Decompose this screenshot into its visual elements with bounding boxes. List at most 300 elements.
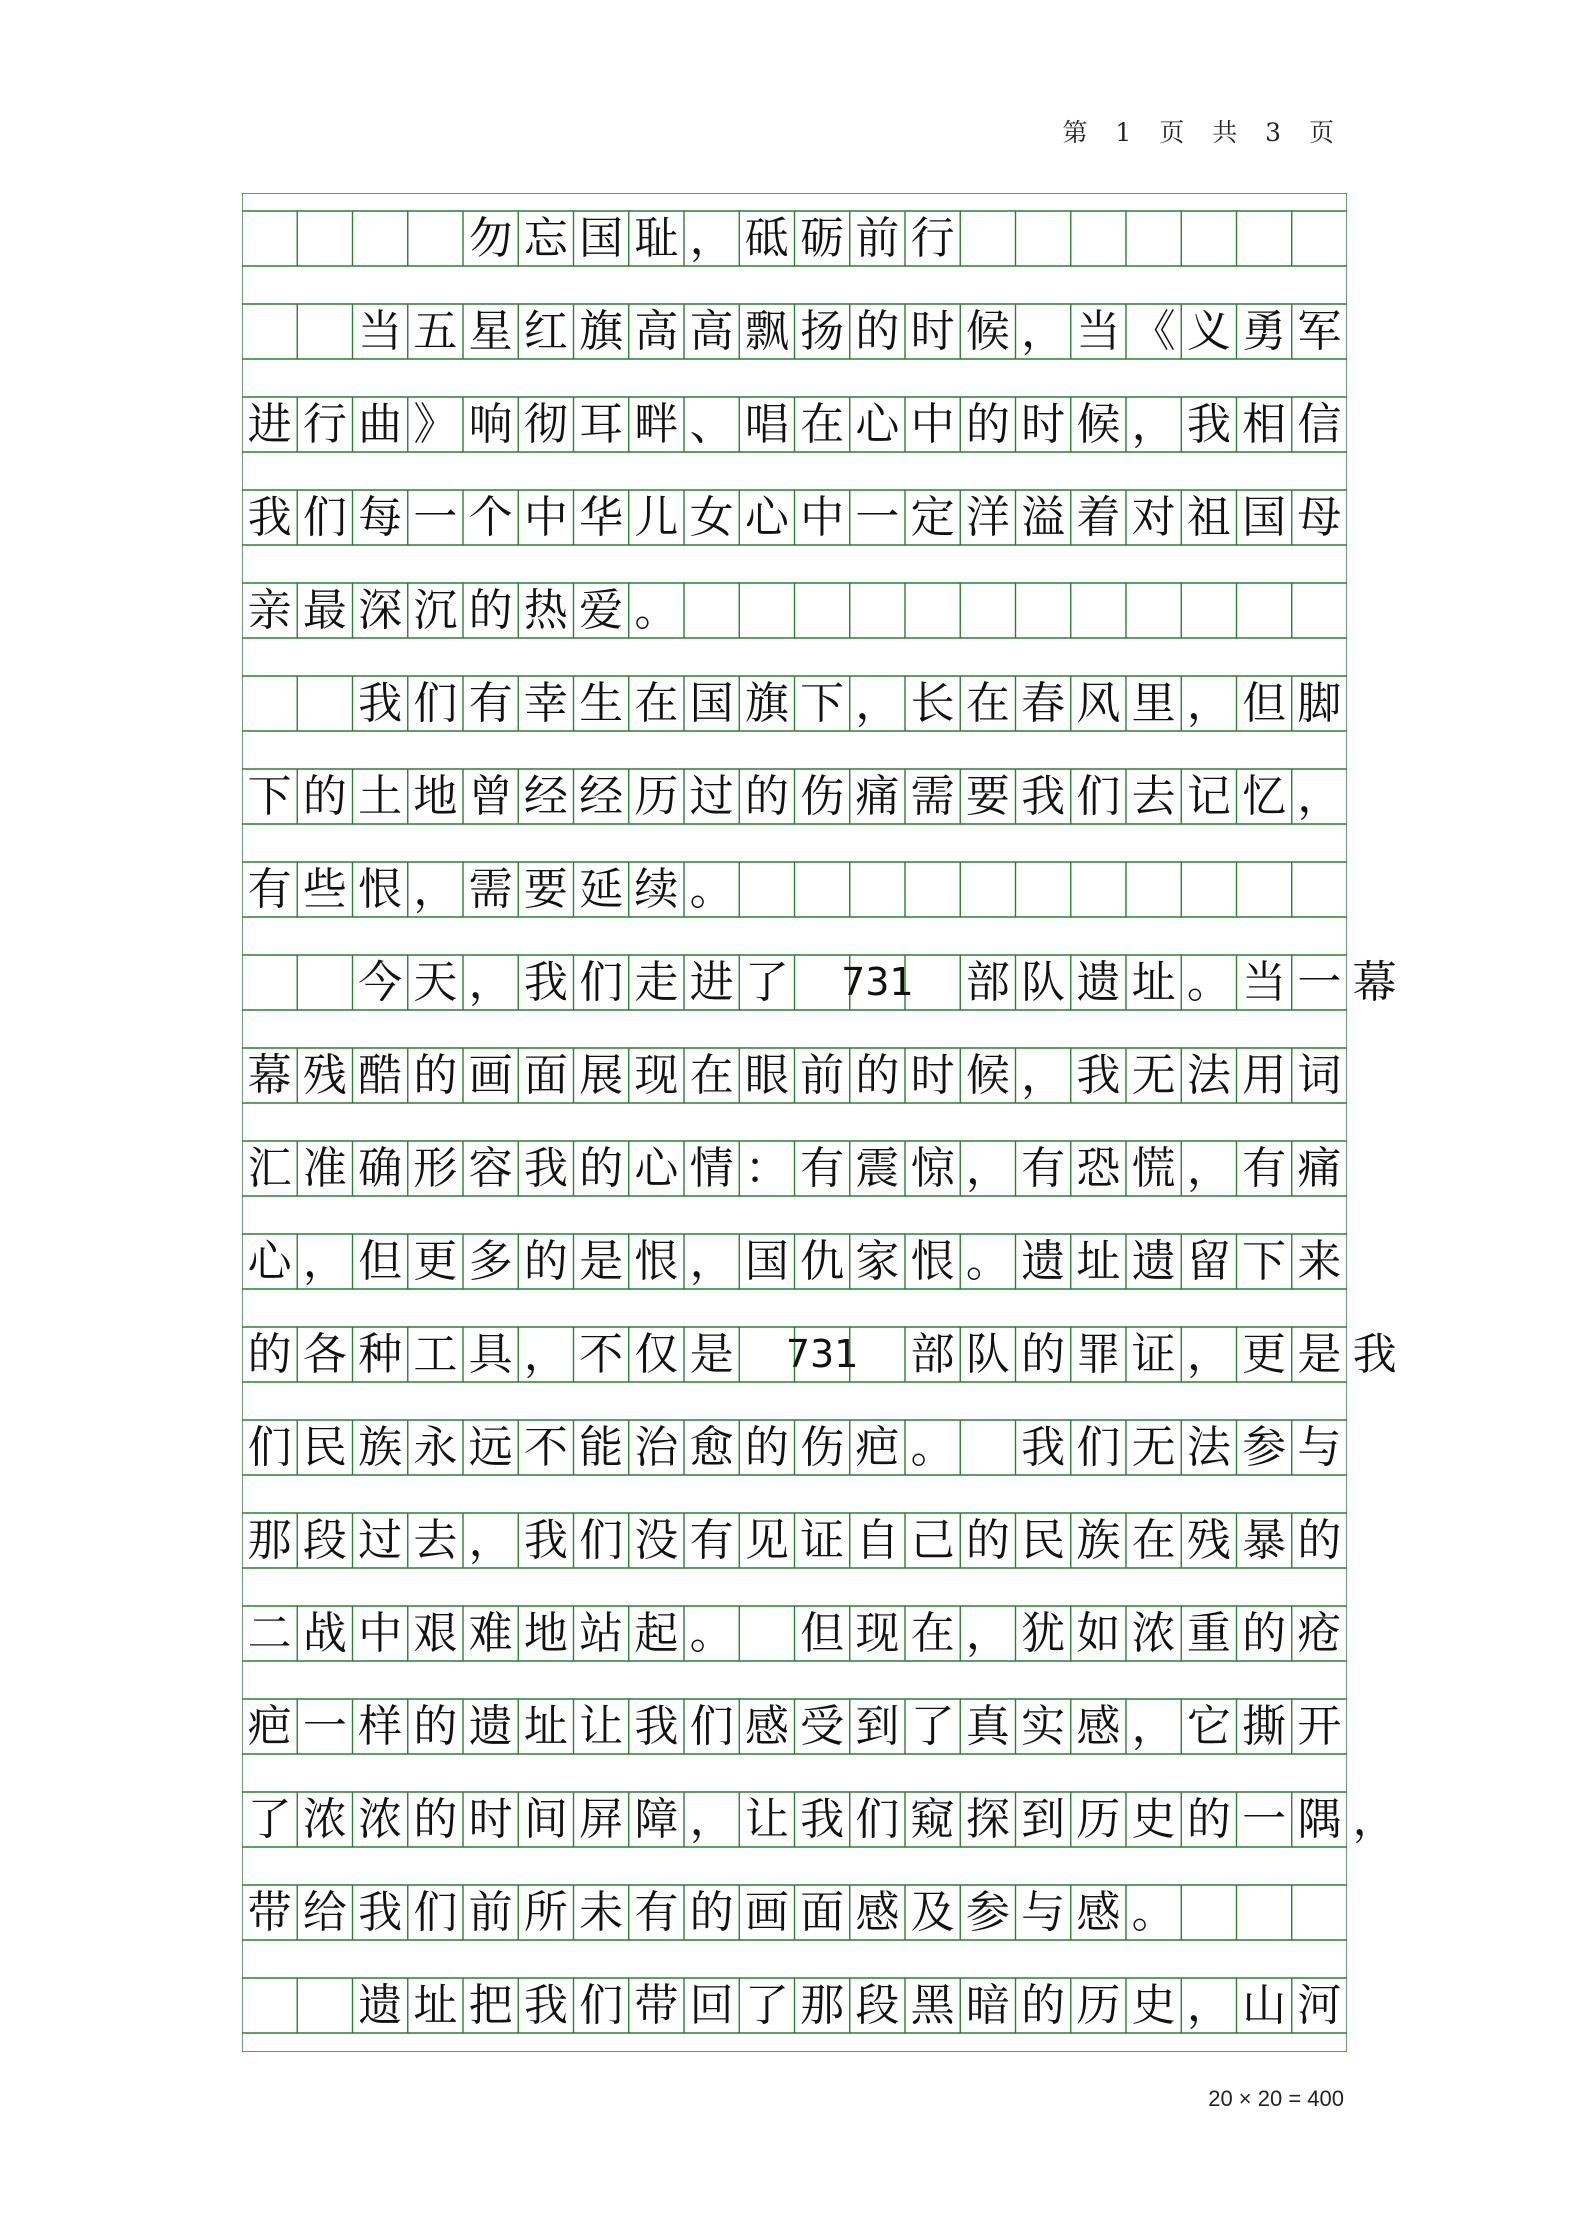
grid-character: 前 (800, 1050, 845, 1101)
grid-character: 是 (579, 1236, 624, 1287)
grid-character: 热 (523, 585, 568, 636)
grid-character: 段 (302, 1515, 347, 1566)
grid-character: 生 (579, 678, 624, 729)
grid-character: ， (1186, 1143, 1231, 1194)
grid-character: 确 (358, 1143, 403, 1194)
grid-character: 当 (1076, 306, 1121, 357)
grid-character: 地 (523, 1608, 568, 1659)
grid-character (242, 211, 297, 266)
grid-character: 展 (579, 1050, 624, 1101)
grid-character: 唱 (744, 399, 789, 450)
grid-character: 。 (689, 864, 734, 915)
grid-character (242, 304, 297, 359)
grid-character: 爱 (579, 585, 624, 636)
grid-character: 中 (910, 399, 955, 450)
grid-character: 勿 (468, 213, 513, 264)
grid-character: 黑 (910, 1980, 955, 2031)
grid-character: 实 (1021, 1701, 1066, 1752)
grid-character: 感 (855, 1887, 900, 1938)
grid-character: 暗 (965, 1980, 1010, 2031)
grid-character (850, 1327, 905, 1382)
grid-character: 。 (1131, 1887, 1176, 1938)
grid-character: 亲 (247, 585, 292, 636)
grid-character: 址 (523, 1701, 568, 1752)
grid-character: 下 (1242, 1236, 1287, 1287)
grid-character: 候 (1076, 399, 1121, 450)
grid-character: 、 (689, 399, 734, 450)
grid-character: 的 (247, 1329, 292, 1380)
grid-character: 幸 (523, 678, 568, 729)
grid-character: 华 (579, 492, 624, 543)
grid-character: 部 (965, 957, 1010, 1008)
grid-character: 到 (855, 1701, 900, 1752)
grid-character: 开 (1297, 1701, 1342, 1752)
manuscript-grid-paper (242, 193, 1397, 2052)
grid-character: 窥 (910, 1794, 955, 1845)
grid-character: 在 (634, 678, 679, 729)
grid-character: 国 (579, 213, 624, 264)
grid-character: 一 (413, 492, 458, 543)
grid-character: 中 (800, 492, 845, 543)
grid-character: ， (523, 1329, 568, 1380)
grid-character: 我 (523, 1980, 568, 2031)
grid-character: 最 (302, 585, 347, 636)
grid-character: 天 (413, 957, 458, 1008)
grid-character: 记 (1186, 771, 1231, 822)
grid-character: 相 (1242, 399, 1287, 450)
grid-character: 在 (1131, 1515, 1176, 1566)
grid-character: 着 (1076, 492, 1121, 543)
grid-character: 撕 (1242, 1701, 1287, 1752)
grid-character: 前 (468, 1887, 513, 1938)
grid-character: 当 (358, 306, 403, 357)
grid-character: 暴 (1242, 1515, 1287, 1566)
grid-character: 飘 (744, 306, 789, 357)
grid-character: 国 (1242, 492, 1287, 543)
grid-character: 史 (1131, 1980, 1176, 2031)
grid-character: 感 (1076, 1887, 1121, 1938)
text-row (242, 1606, 1442, 1661)
grid-character: ， (855, 678, 900, 729)
grid-character (297, 955, 352, 1010)
grid-character (960, 1420, 1015, 1475)
grid-character: 下 (800, 678, 845, 729)
grid-character: 的 (413, 1701, 458, 1752)
grid-character: 们 (413, 1887, 458, 1938)
grid-character: 仇 (800, 1236, 845, 1287)
grid-character: 在 (689, 1050, 734, 1101)
grid-character: 红 (523, 306, 568, 357)
grid-character: 勇 (1242, 306, 1287, 357)
grid-character: 能 (579, 1422, 624, 1473)
grid-character: 样 (358, 1701, 403, 1752)
grid-character: 经 (579, 771, 624, 822)
grid-character: 地 (413, 771, 458, 822)
grid-character: 证 (1131, 1329, 1176, 1380)
grid-character: ， (1021, 1050, 1066, 1101)
grid-character: 高 (689, 306, 734, 357)
text-row (242, 1141, 1442, 1196)
grid-character: 族 (358, 1422, 403, 1473)
grid-character: ， (1186, 1980, 1231, 2031)
text-row (242, 955, 1442, 1010)
grid-character: 过 (689, 771, 734, 822)
grid-character: 今 (358, 957, 403, 1008)
grid-character: 面 (523, 1050, 568, 1101)
text-row (242, 1792, 1442, 1847)
grid-character: 们 (855, 1794, 900, 1845)
grid-character: 远 (468, 1422, 513, 1473)
grid-character: 砥 (744, 213, 789, 264)
grid-character: 民 (302, 1422, 347, 1473)
grid-character: 探 (965, 1794, 1010, 1845)
grid-character: 无 (1131, 1422, 1176, 1473)
grid-character: 罪 (1076, 1329, 1121, 1380)
grid-character: 我 (1021, 771, 1066, 822)
page-number-header: 第 1 页 共 3 页 (1062, 118, 1344, 147)
grid-character: 犹 (1021, 1608, 1066, 1659)
grid-character: 惊 (910, 1143, 955, 1194)
grid-character: 的 (523, 1236, 568, 1287)
grid-character: 面 (800, 1887, 845, 1938)
grid-character: 下 (247, 771, 292, 822)
grid-character: 的 (413, 1794, 458, 1845)
grid-character: 回 (689, 1980, 734, 2031)
grid-character: 及 (910, 1887, 955, 1938)
text-row (242, 304, 1442, 359)
grid-character (297, 211, 352, 266)
grid-character: 我 (1076, 1050, 1121, 1101)
grid-character: 感 (1076, 1701, 1121, 1752)
grid-character: 中 (523, 492, 568, 543)
grid-character: 遗 (358, 1980, 403, 2031)
grid-character: 每 (358, 492, 403, 543)
grid-character: 艰 (413, 1608, 458, 1659)
grid-character: 定 (910, 492, 955, 543)
grid-character: 曲 (358, 399, 403, 450)
grid-character: 留 (1186, 1236, 1231, 1287)
grid-character: 族 (1076, 1515, 1121, 1566)
grid-character: 民 (1021, 1515, 1066, 1566)
grid-character: 己 (910, 1515, 955, 1566)
grid-character: 山 (1242, 1980, 1287, 2031)
grid-character: 恨 (634, 1236, 679, 1287)
text-row (242, 583, 1442, 638)
text-row (242, 1885, 1442, 1940)
text-row (242, 862, 1442, 917)
grid-character: 曾 (468, 771, 513, 822)
grid-character: 心 (634, 1143, 679, 1194)
grid-character: 国 (744, 1236, 789, 1287)
grid-character: 画 (744, 1887, 789, 1938)
grid-character: 的 (1021, 1980, 1066, 2031)
grid-character (242, 676, 297, 731)
grid-character: ， (1186, 678, 1231, 729)
grid-character: 难 (468, 1608, 513, 1659)
grid-character: 感 (744, 1701, 789, 1752)
grid-character: 起 (634, 1608, 679, 1659)
grid-character: 史 (1131, 1794, 1176, 1845)
grid-character: 未 (579, 1887, 624, 1938)
grid-character: 屏 (579, 1794, 624, 1845)
grid-character: 准 (302, 1143, 347, 1194)
grid-character: 了 (744, 1980, 789, 2031)
grid-character: ， (468, 1515, 513, 1566)
grid-character: 与 (1021, 1887, 1066, 1938)
grid-character: 的 (1297, 1515, 1342, 1566)
grid-character: 幕 (247, 1050, 292, 1101)
grid-character: 的 (965, 399, 1010, 450)
grid-character: 址 (413, 1980, 458, 2031)
grid-character: 需 (468, 864, 513, 915)
grid-character: 长 (910, 678, 955, 729)
grid-character: 的 (855, 306, 900, 357)
grid-character: 间 (523, 1794, 568, 1845)
grid-character: 的 (1242, 1608, 1287, 1659)
grid-character: 731 (841, 960, 914, 1004)
grid-character: 但 (358, 1236, 403, 1287)
grid-character: 那 (247, 1515, 292, 1566)
grid-character: 所 (523, 1887, 568, 1938)
grid-character: 时 (910, 1050, 955, 1101)
grid-character: 旗 (579, 306, 624, 357)
grid-character: 在 (910, 1608, 955, 1659)
grid-character: 731 (785, 1332, 859, 1376)
grid-character: 部 (910, 1329, 955, 1380)
grid-character: 有 (247, 864, 292, 915)
grid-character: ， (1131, 1701, 1176, 1752)
grid-character: 我 (523, 1515, 568, 1566)
grid-character: 信 (1297, 399, 1342, 450)
grid-character: 深 (358, 585, 403, 636)
grid-character: 们 (579, 1980, 624, 2031)
grid-character: 当 (1242, 957, 1287, 1008)
grid-character: 在 (965, 678, 1010, 729)
grid-character: 更 (413, 1236, 458, 1287)
grid-character: ， (1186, 1329, 1231, 1380)
grid-character: 经 (523, 771, 568, 822)
grid-character: 。 (910, 1422, 955, 1473)
grid-character: 一 (302, 1701, 347, 1752)
grid-character: 的 (855, 1050, 900, 1101)
grid-character: 的 (689, 1887, 734, 1938)
grid-character: 我 (358, 678, 403, 729)
grid-character: 词 (1297, 1050, 1342, 1101)
grid-character: 的 (579, 1143, 624, 1194)
grid-character: 我 (1352, 1329, 1397, 1380)
grid-character: 遗 (468, 1701, 513, 1752)
grid-character: 来 (1297, 1236, 1342, 1287)
grid-character: 脚 (1297, 678, 1342, 729)
grid-character: 要 (523, 864, 568, 915)
grid-character: 的 (413, 1050, 458, 1101)
grid-character: ， (1131, 399, 1176, 450)
grid-character: 祖 (1186, 492, 1231, 543)
text-row (242, 397, 1442, 452)
grid-character: 受 (800, 1701, 845, 1752)
grid-character: 隅 (1297, 1794, 1342, 1845)
grid-character: ， (302, 1236, 347, 1287)
text-row (242, 1234, 1442, 1289)
grid-character: 有 (1021, 1143, 1066, 1194)
grid-character: 恨 (358, 864, 403, 915)
grid-character: 形 (413, 1143, 458, 1194)
grid-character: 酷 (358, 1050, 403, 1101)
grid-character: 的 (1186, 1794, 1231, 1845)
grid-character: 行 (302, 399, 347, 450)
grid-character: 真 (965, 1701, 1010, 1752)
grid-character: 时 (910, 306, 955, 357)
grid-character: 家 (855, 1236, 900, 1287)
grid-character: 的 (468, 585, 513, 636)
grid-character: 我 (1186, 399, 1231, 450)
grid-character: 义 (1186, 306, 1231, 357)
grid-character: 。 (689, 1608, 734, 1659)
grid-character: 女 (689, 492, 734, 543)
grid-character: 响 (468, 399, 513, 450)
text-row (242, 1978, 1442, 2033)
grid-character: 《 (1131, 306, 1176, 357)
grid-character: 耳 (579, 399, 624, 450)
grid-character: 历 (1076, 1794, 1121, 1845)
grid-character: 的 (744, 771, 789, 822)
grid-character: 带 (634, 1980, 679, 2031)
grid-character: 去 (1131, 771, 1176, 822)
grid-character: ， (1297, 771, 1342, 822)
grid-character (242, 1978, 297, 2033)
text-row (242, 769, 1442, 824)
grid-character: 洋 (965, 492, 1010, 543)
grid-character: 延 (579, 864, 624, 915)
grid-character: 汇 (247, 1143, 292, 1194)
grid-character: 心 (855, 399, 900, 450)
grid-character: 旗 (744, 678, 789, 729)
grid-character: 它 (1186, 1701, 1231, 1752)
grid-character: 用 (1242, 1050, 1287, 1101)
grid-character: 但 (800, 1608, 845, 1659)
grid-character: ， (1021, 306, 1066, 357)
grid-character: ， (689, 213, 734, 264)
grid-character: 的 (965, 1515, 1010, 1566)
grid-character: 的 (1021, 1329, 1066, 1380)
grid-character: 法 (1186, 1422, 1231, 1473)
grid-character: 时 (1021, 399, 1066, 450)
grid-character: 历 (634, 771, 679, 822)
grid-character: 法 (1186, 1050, 1231, 1101)
grid-character (297, 1978, 352, 2033)
grid-character: ， (468, 957, 513, 1008)
grid-character: 遗 (1076, 957, 1121, 1008)
grid-character: ， (689, 1794, 734, 1845)
grid-character: ， (965, 1608, 1010, 1659)
grid-character: 历 (1076, 1980, 1121, 2031)
grid-character: 了 (247, 1794, 292, 1845)
grid-character: 见 (744, 1515, 789, 1566)
text-row (242, 1048, 1442, 1103)
grid-character: 有 (468, 678, 513, 729)
grid-character: 带 (247, 1887, 292, 1938)
grid-character: 对 (1131, 492, 1176, 543)
grid-character: 画 (468, 1050, 513, 1101)
grid-character: 我 (523, 957, 568, 1008)
grid-character: 。 (965, 1236, 1010, 1287)
grid-character (905, 955, 960, 1010)
grid-character: 们 (302, 492, 347, 543)
grid-character: 耻 (634, 213, 679, 264)
grid-lines (242, 193, 1347, 2052)
grid-character: 种 (358, 1329, 403, 1380)
grid-character: 到 (1021, 1794, 1066, 1845)
grid-character: 忆 (1242, 771, 1287, 822)
grid-character: 母 (1297, 492, 1342, 543)
grid-character: 残 (1186, 1515, 1231, 1566)
grid-character: 眼 (744, 1050, 789, 1101)
grid-character: 。 (634, 585, 679, 636)
grid-character: 疤 (247, 1701, 292, 1752)
grid-character: 心 (744, 492, 789, 543)
grid-character: 幕 (1352, 957, 1397, 1008)
grid-character: 不 (579, 1329, 624, 1380)
grid-character: 进 (247, 399, 292, 450)
grid-character: 土 (358, 771, 403, 822)
grid-character: 一 (1297, 957, 1342, 1008)
grid-character: 是 (689, 1329, 734, 1380)
grid-character: 我 (634, 1701, 679, 1752)
grid-character: 不 (523, 1422, 568, 1473)
grid-character: 中 (358, 1608, 403, 1659)
grid-character: 证 (800, 1515, 845, 1566)
grid-character: 现 (855, 1608, 900, 1659)
grid-character: 我 (1021, 1422, 1066, 1473)
grid-character: 国 (689, 678, 734, 729)
grid-character: 址 (1131, 957, 1176, 1008)
grid-character: 过 (358, 1515, 403, 1566)
grid-character: ， (689, 1236, 734, 1287)
grid-character: 里 (1131, 678, 1176, 729)
grid-character: 与 (1297, 1422, 1342, 1473)
grid-character: 慌 (1131, 1143, 1176, 1194)
grid-character: 的 (744, 1422, 789, 1473)
grid-character: 的 (302, 771, 347, 822)
grid-character: 疤 (855, 1422, 900, 1473)
grid-character: 但 (1242, 678, 1287, 729)
grid-character: 有 (1242, 1143, 1287, 1194)
grid-character: 战 (302, 1608, 347, 1659)
grid-character: 让 (744, 1794, 789, 1845)
grid-character: 恨 (910, 1236, 955, 1287)
grid-count-footer: 20 × 20 = 400 (1208, 2086, 1344, 2111)
grid-character: 痛 (1297, 1143, 1342, 1194)
grid-character: ， (413, 864, 458, 915)
grid-character: 容 (468, 1143, 513, 1194)
grid-character: 我 (523, 1143, 568, 1194)
grid-character: 址 (1076, 1236, 1121, 1287)
grid-character: 们 (1076, 771, 1121, 822)
grid-character (297, 676, 352, 731)
grid-character: 多 (468, 1236, 513, 1287)
grid-character (353, 211, 408, 266)
grid-character: 是 (1297, 1329, 1342, 1380)
grid-character: 现 (634, 1050, 679, 1101)
grid-character: 河 (1297, 1980, 1342, 2031)
grid-character: 一 (855, 492, 900, 543)
grid-character: 残 (302, 1050, 347, 1101)
grid-character: 永 (413, 1422, 458, 1473)
grid-character: 五 (413, 306, 458, 357)
grid-character: 忘 (523, 213, 568, 264)
grid-character: 我 (800, 1794, 845, 1845)
grid-character: 砺 (800, 213, 845, 264)
